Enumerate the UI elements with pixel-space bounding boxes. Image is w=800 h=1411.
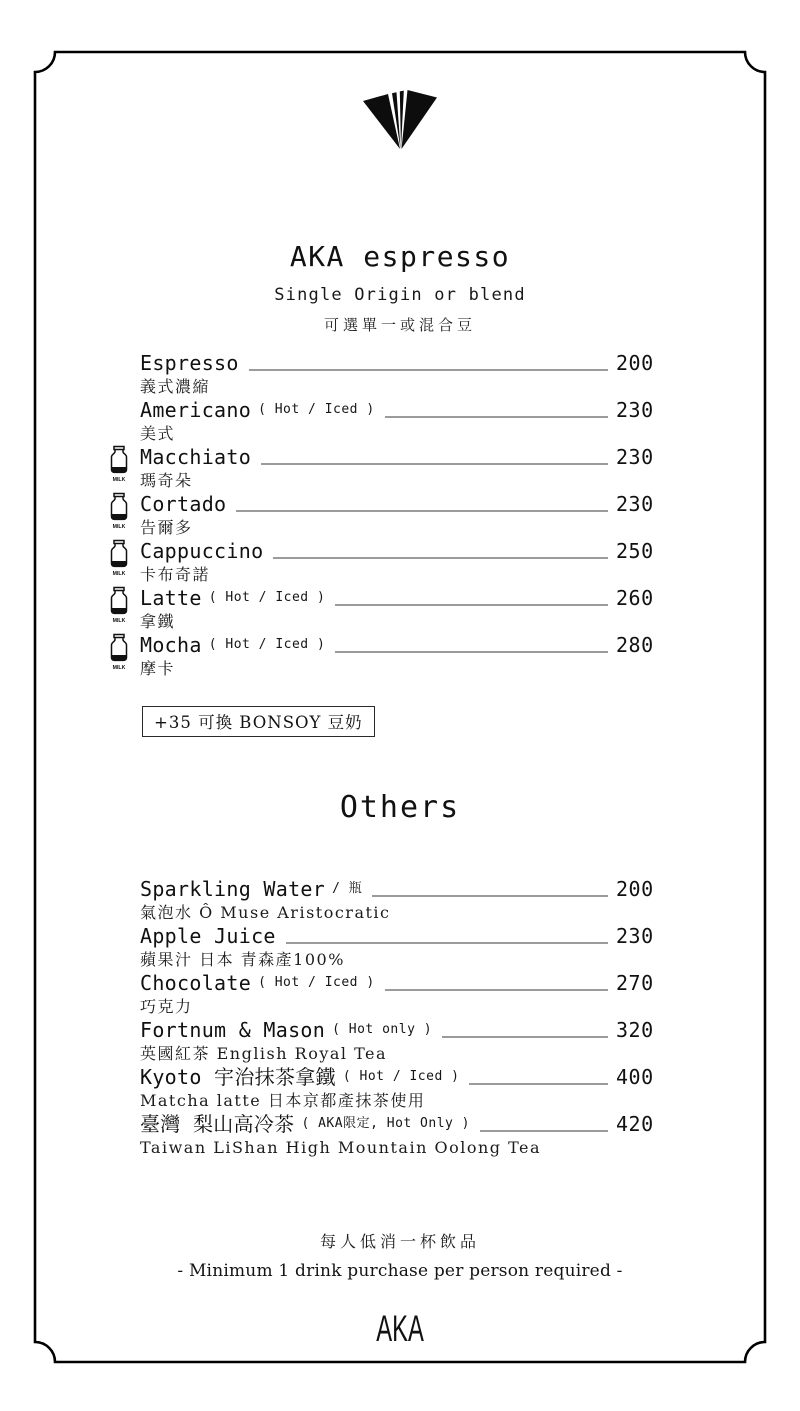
item-price: 200 bbox=[616, 877, 654, 901]
item-name: Espresso bbox=[140, 351, 239, 375]
item-price: 250 bbox=[616, 539, 654, 563]
item-subtitle: 告爾多 bbox=[140, 518, 193, 537]
section-espresso bbox=[104, 350, 660, 679]
milk-bottle-icon bbox=[104, 491, 140, 529]
bonsoy-note-box bbox=[142, 706, 375, 737]
page-title: AKA espresso bbox=[289, 240, 511, 273]
item-subtitle: 美式 bbox=[140, 424, 176, 443]
milk-bottle-icon bbox=[104, 585, 140, 623]
item-price: 270 bbox=[616, 971, 654, 995]
item-qualifier: ( Hot / Iced ) bbox=[208, 637, 326, 652]
item-name: Americano bbox=[140, 398, 252, 422]
price-leader-line bbox=[480, 1130, 608, 1132]
item-subtitle: Taiwan LiShan High Mountain Oolong Tea bbox=[140, 1138, 542, 1157]
svg-text:MILK: MILK bbox=[112, 524, 126, 529]
menu-item-americano bbox=[104, 397, 660, 444]
item-subtitle: Matcha latte 日本京都產抹茶使用 bbox=[140, 1091, 426, 1110]
page-subtitle: Single Origin or blend bbox=[274, 285, 526, 305]
footer-note bbox=[0, 1231, 800, 1283]
item-subtitle: 蘋果汁 日本 青森產100% bbox=[140, 950, 345, 969]
item-subtitle: 摩卡 bbox=[140, 659, 176, 678]
item-subtitle: 巧克力 bbox=[140, 997, 193, 1016]
icon-slot-empty bbox=[104, 1064, 140, 1090]
menu-item-macchiato bbox=[104, 444, 660, 491]
menu-item-latte bbox=[104, 585, 660, 632]
item-subtitle: 拿鐵 bbox=[140, 612, 176, 631]
item-price: 230 bbox=[616, 398, 654, 422]
icon-slot-empty bbox=[104, 350, 140, 376]
price-leader-line bbox=[385, 989, 608, 991]
item-price: 230 bbox=[616, 492, 654, 516]
menu-item-mocha bbox=[104, 632, 660, 679]
menu-header bbox=[0, 240, 800, 335]
item-price: 320 bbox=[616, 1018, 654, 1042]
item-qualifier: ( Hot / Iced ) bbox=[258, 402, 375, 417]
price-leader-line bbox=[236, 510, 608, 512]
brand-wordmark bbox=[0, 1308, 800, 1350]
price-leader-line bbox=[335, 651, 608, 653]
menu-item-espresso bbox=[104, 350, 660, 397]
section-others bbox=[104, 876, 660, 1158]
item-name: Chocolate bbox=[140, 971, 252, 995]
item-qualifier: ( Hot / Iced ) bbox=[342, 1069, 460, 1084]
menu-item-apple-juice bbox=[104, 923, 660, 970]
price-leader-line bbox=[372, 895, 608, 897]
svg-text:MILK: MILK bbox=[112, 665, 126, 670]
item-qualifier: ( Hot only ) bbox=[332, 1022, 433, 1037]
item-price: 400 bbox=[616, 1065, 654, 1089]
item-price: 280 bbox=[616, 633, 654, 657]
item-subtitle: 卡布奇諾 bbox=[140, 565, 211, 584]
item-qualifier: ( Hot / Iced ) bbox=[258, 975, 375, 990]
price-leader-line bbox=[385, 416, 608, 418]
item-subtitle: 義式濃縮 bbox=[140, 377, 211, 396]
menu-item-kyoto-matcha-latte bbox=[104, 1064, 660, 1111]
item-name: Fortnum & Mason bbox=[140, 1018, 326, 1042]
menu-item-cappuccino bbox=[104, 538, 660, 585]
icon-slot-empty bbox=[104, 1017, 140, 1043]
menu-item-fortnum-mason bbox=[104, 1017, 660, 1064]
item-name: 臺灣 梨山高冷茶 bbox=[140, 1112, 295, 1136]
bonsoy-note-label: +35 可換 BONSOY 豆奶 bbox=[154, 713, 363, 732]
section-heading-others: Others bbox=[339, 790, 461, 825]
icon-slot-empty bbox=[104, 970, 140, 996]
svg-text:MILK: MILK bbox=[112, 571, 126, 576]
item-qualifier: ( Hot / Iced ) bbox=[208, 590, 326, 605]
item-subtitle: 英國紅茶 English Royal Tea bbox=[140, 1044, 388, 1063]
item-name: Sparkling Water bbox=[140, 877, 326, 901]
item-price: 420 bbox=[616, 1112, 654, 1136]
icon-slot-empty bbox=[104, 1111, 140, 1137]
menu-item-lishan-oolong bbox=[104, 1111, 660, 1158]
minimum-order-note-cjk: 每人低消一杯飲品 bbox=[319, 1232, 480, 1251]
icon-slot-empty bbox=[104, 923, 140, 949]
price-leader-line bbox=[273, 557, 608, 559]
menu-item-cortado bbox=[104, 491, 660, 538]
brand-wordmark-text: AKA bbox=[376, 1307, 424, 1350]
svg-text:MILK: MILK bbox=[112, 477, 126, 482]
item-price: 230 bbox=[616, 445, 654, 469]
item-name: Macchiato bbox=[140, 445, 252, 469]
item-price: 230 bbox=[616, 924, 654, 948]
milk-bottle-icon bbox=[104, 538, 140, 576]
item-qualifier: / 瓶 bbox=[332, 881, 363, 896]
icon-slot-empty bbox=[104, 397, 140, 423]
item-name: Cortado bbox=[140, 492, 227, 516]
price-leader-line bbox=[261, 463, 608, 465]
item-subtitle: 氣泡水 Ô Muse Aristocratic bbox=[140, 903, 391, 922]
price-leader-line bbox=[335, 604, 608, 606]
item-name: Kyoto 宇治抹茶拿鐵 bbox=[140, 1065, 336, 1089]
milk-bottle-icon bbox=[104, 444, 140, 482]
item-price: 260 bbox=[616, 586, 654, 610]
item-name: Mocha bbox=[140, 633, 202, 657]
menu-item-chocolate bbox=[104, 970, 660, 1017]
aka-fan-logo-icon bbox=[355, 88, 445, 150]
price-leader-line bbox=[286, 942, 608, 944]
minimum-order-note-en: - Minimum 1 drink purchase per person required - bbox=[177, 1261, 623, 1281]
item-name: Apple Juice bbox=[140, 924, 276, 948]
item-name: Latte bbox=[140, 586, 202, 610]
price-leader-line bbox=[249, 369, 608, 371]
item-price: 200 bbox=[616, 351, 654, 375]
milk-bottle-icon bbox=[104, 632, 140, 670]
icon-slot-empty bbox=[104, 876, 140, 902]
item-name: Cappuccino bbox=[140, 539, 264, 563]
price-leader-line bbox=[442, 1036, 608, 1038]
item-subtitle: 瑪奇朵 bbox=[140, 471, 193, 490]
menu-item-sparkling-water bbox=[104, 876, 660, 923]
item-qualifier: ( AKA限定, Hot Only ) bbox=[301, 1116, 471, 1131]
page-subtitle-cjk: 可選單一或混合豆 bbox=[323, 316, 476, 334]
svg-text:MILK: MILK bbox=[112, 618, 126, 623]
price-leader-line bbox=[469, 1083, 608, 1085]
